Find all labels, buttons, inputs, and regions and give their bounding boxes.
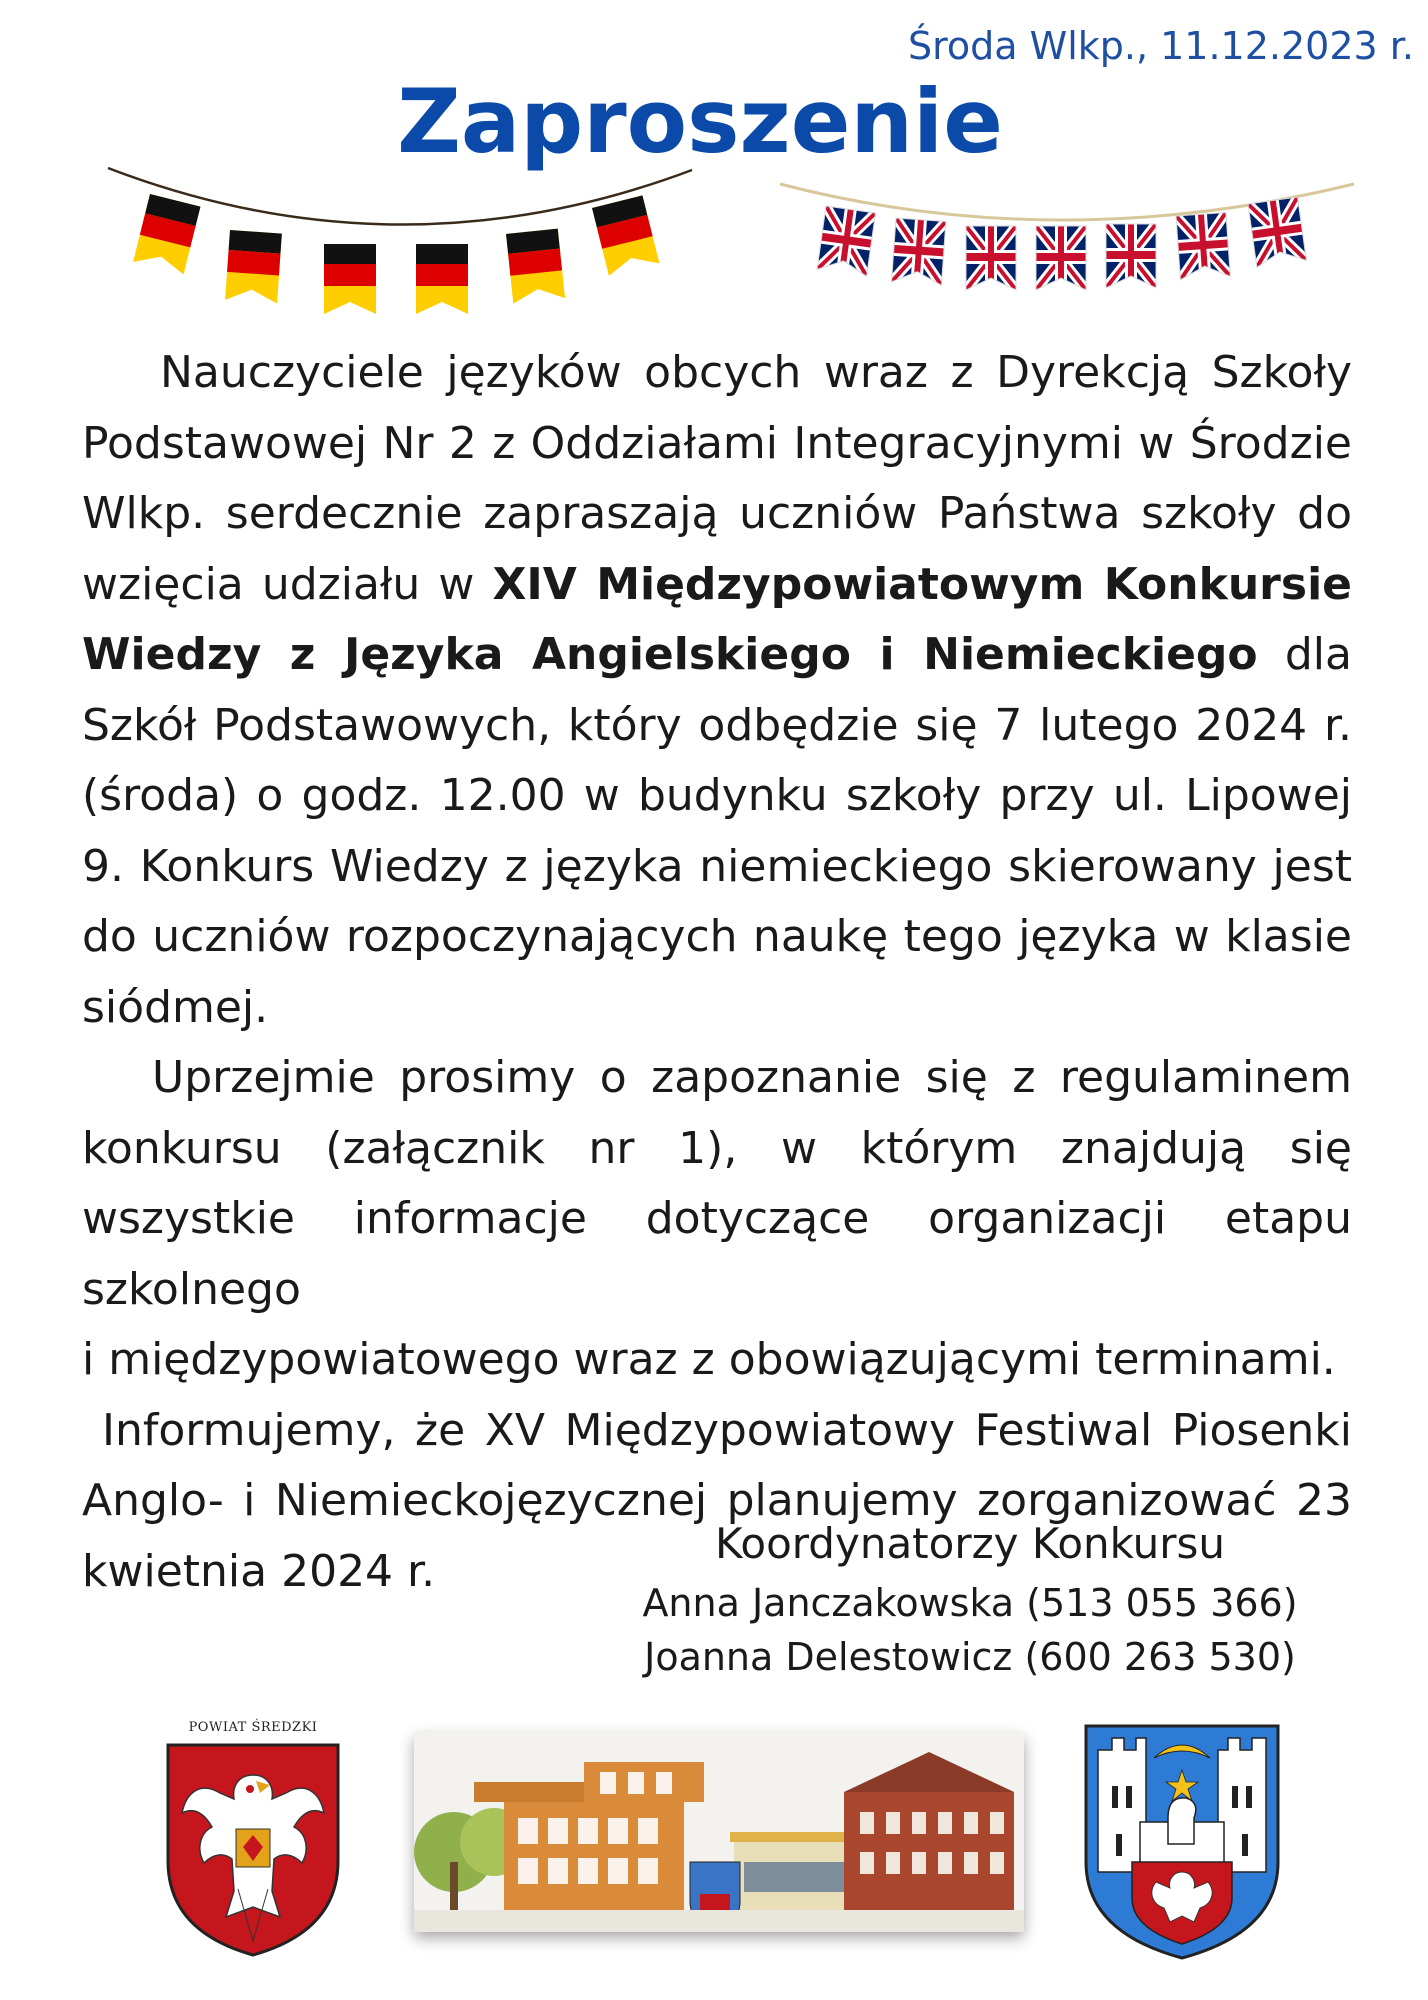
uk-pennant — [1106, 224, 1156, 288]
coordinators-block — [600, 1512, 1340, 1684]
uk-pennant — [817, 206, 875, 276]
paragraph-regulations: Uprzejmie prosimy o zapoznanie się z regulaminem konkursu (załącznik nr 1), w którym znajdują się wszystkie informacje dotyczące organizacji etapu szkolnego — [82, 1052, 1352, 1315]
uk-pennant — [1248, 197, 1306, 267]
paragraph-regulations-continued: i międzypowiatowego wraz z obowiązującymi terminami. — [82, 1334, 1336, 1385]
uk-flag-bunting — [778, 176, 1358, 316]
school-buildings-image — [414, 1732, 1024, 1932]
document-date: Środa Wlkp., 11.12.2023 r. — [907, 24, 1414, 68]
german-pennant — [324, 244, 376, 314]
contest-name: XIV Międzypowiatowym Konkursie Wiedzy z Języka Angielskiego i Niemieckiego — [82, 558, 1352, 680]
powiat-shield-image — [160, 1741, 346, 1961]
uk-pennant — [1036, 226, 1086, 290]
german-pennant — [592, 195, 659, 276]
coordinators-heading: Koordynatorzy Konkursu — [714, 1519, 1226, 1568]
uk-pennant — [892, 218, 946, 285]
german-pennant — [416, 244, 468, 314]
paragraph-invitation-intro: Nauczyciele języków obcych wraz z Dyrekcją Szkoły Podstawowej Nr 2 z Oddziałami Integracyjnymi w Środzie Wlkp. serdecznie zapraszają uczniów Państwa szkoły do wzięcia udziału w — [82, 347, 1352, 610]
german-pennant — [133, 194, 200, 275]
german-pennant — [225, 230, 282, 303]
paragraph-festival: Informujemy, że XV Międzypowiatowy Festiwal Piosenki Anglo- i Niemieckojęzycznej planujemy zorganizować 23 kwietnia 2024 r. — [82, 1404, 1352, 1597]
powiat-label: POWIAT ŚREDZKI — [188, 1720, 318, 1735]
german-pennant — [506, 229, 565, 304]
paragraph-invitation-details: dla Szkół Podstawowych, który odbędzie się 7 lutego 2024 r. (środa) o godz. 12.00 w budynku szkoły przy ul. Lipowej 9. Konkurs Wiedzy z języka niemieckiego skierowany jest do uczniów rozpoczynających naukę tego języka w klasie siódmej. — [82, 629, 1352, 1033]
coordinator-1: Anna Janczakowska (513 055 366) — [642, 1581, 1298, 1625]
uk-pennant — [1176, 213, 1230, 280]
uk-pennant — [966, 226, 1016, 290]
powiat-coat-of-arms — [160, 1720, 346, 1960]
german-flag-bunting — [100, 160, 700, 330]
coordinator-2: Joanna Delestowicz (600 263 530) — [644, 1635, 1296, 1679]
paragraph-invitation — [82, 338, 1352, 1043]
page-title: Zaproszenie — [397, 70, 1003, 173]
sroda-coat-of-arms — [1082, 1722, 1282, 1962]
invitation-body — [82, 338, 1352, 1607]
